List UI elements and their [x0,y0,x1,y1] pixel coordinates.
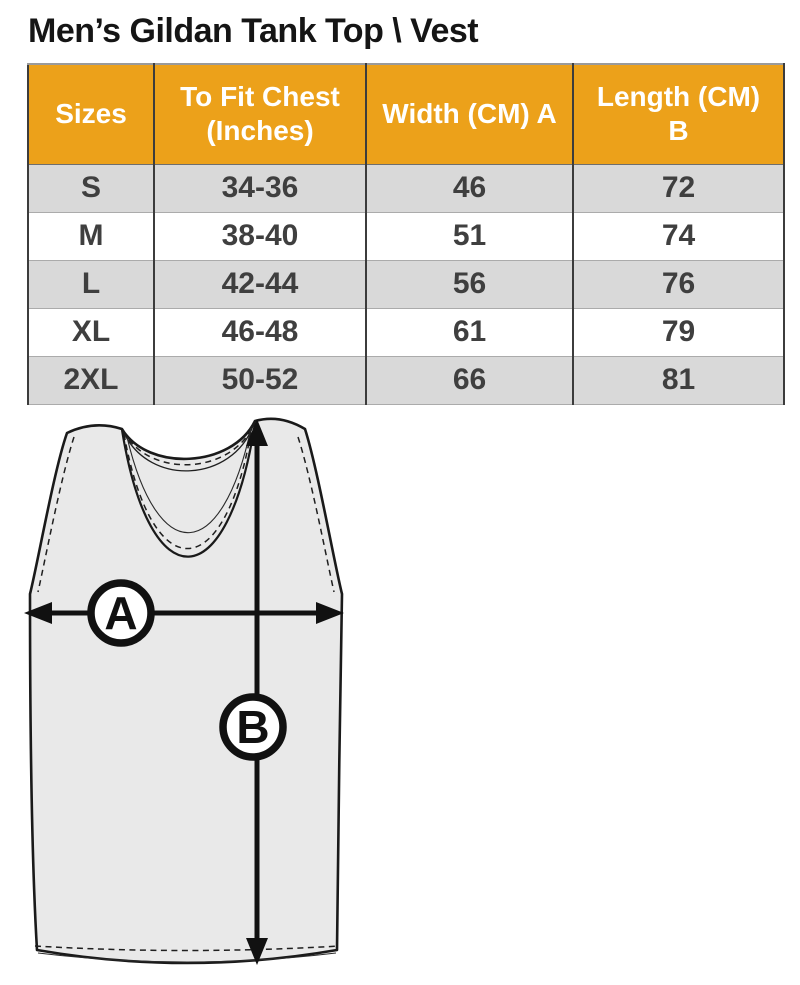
cell-width: 61 [366,308,573,356]
cell-length: 72 [573,164,784,212]
cell-chest: 42-44 [154,260,366,308]
cell-width: 56 [366,260,573,308]
cell-length: 79 [573,308,784,356]
cell-size: 2XL [28,356,154,404]
width-marker-label: A [104,587,138,639]
cell-chest: 46-48 [154,308,366,356]
cell-size: M [28,212,154,260]
cell-chest: 34-36 [154,164,366,212]
page-title: Men’s Gildan Tank Top \ Vest [28,12,479,50]
cell-width: 46 [366,164,573,212]
header-sizes: Sizes [28,64,154,164]
cell-length: 76 [573,260,784,308]
tank-top-outline [30,419,342,963]
table-row [28,308,784,356]
header-chest: To Fit Chest (Inches) [154,64,366,164]
table-row [28,260,784,308]
cell-size: XL [28,308,154,356]
cell-width: 66 [366,356,573,404]
length-marker-label: B [236,701,270,753]
cell-width: 51 [366,212,573,260]
tank-top-measurement-diagram [0,403,800,985]
cell-chest: 50-52 [154,356,366,404]
cell-length: 81 [573,356,784,404]
table-row [28,212,784,260]
cell-size: L [28,260,154,308]
table-header-row [28,64,784,164]
cell-length: 74 [573,212,784,260]
cell-chest: 38-40 [154,212,366,260]
header-length: Length (CM) B [573,64,784,164]
table-row [28,356,784,404]
cell-size: S [28,164,154,212]
table-row [28,164,784,212]
size-table [27,63,785,405]
header-width: Width (CM) A [366,64,573,164]
